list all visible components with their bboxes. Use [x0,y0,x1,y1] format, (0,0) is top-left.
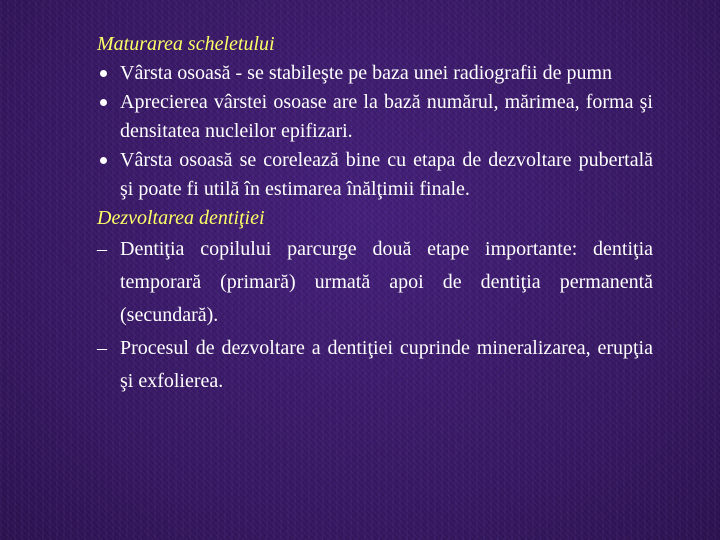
section-heading-dentition: Dezvoltarea dentiţiei [97,207,265,229]
list-item [97,332,653,398]
bullet-dot-icon [100,157,107,164]
list-item-text: Aprecierea vârstei osoase are la bază numărul, mărimea, forma şi densitatea nucleilor epifizari. [120,91,653,142]
dash-bullet-icon: – [97,238,107,260]
list-item-text: Procesul de dezvoltare a dentiţiei cuprinde mineralizarea, erupţia şi exfolierea. [120,337,653,392]
dentition-list [97,233,653,398]
list-item [97,146,653,204]
list-item [97,59,653,88]
list-item-text: Vârsta osoasă - se stabileşte pe baza unei radiografii de pumn [120,62,613,84]
slide-content [97,30,653,398]
section-heading-skeletal-maturation: Maturarea scheletului [97,33,275,55]
bullet-dot-icon [100,99,107,106]
bullet-dot-icon [100,70,107,77]
dash-bullet-icon: – [97,337,107,359]
list-item [97,88,653,146]
list-item-text: Dentiţia copilului parcurge două etape importante: dentiţia temporară (primară) urmată apoi de dentiţia permanentă (secundară). [120,238,653,326]
list-item-text: Vârsta osoasă se corelează bine cu etapa de dezvoltare pubertală şi poate fi utilă în estimarea înălţimii finale. [120,149,653,200]
skeletal-maturation-list [97,59,653,204]
list-item [97,233,653,332]
